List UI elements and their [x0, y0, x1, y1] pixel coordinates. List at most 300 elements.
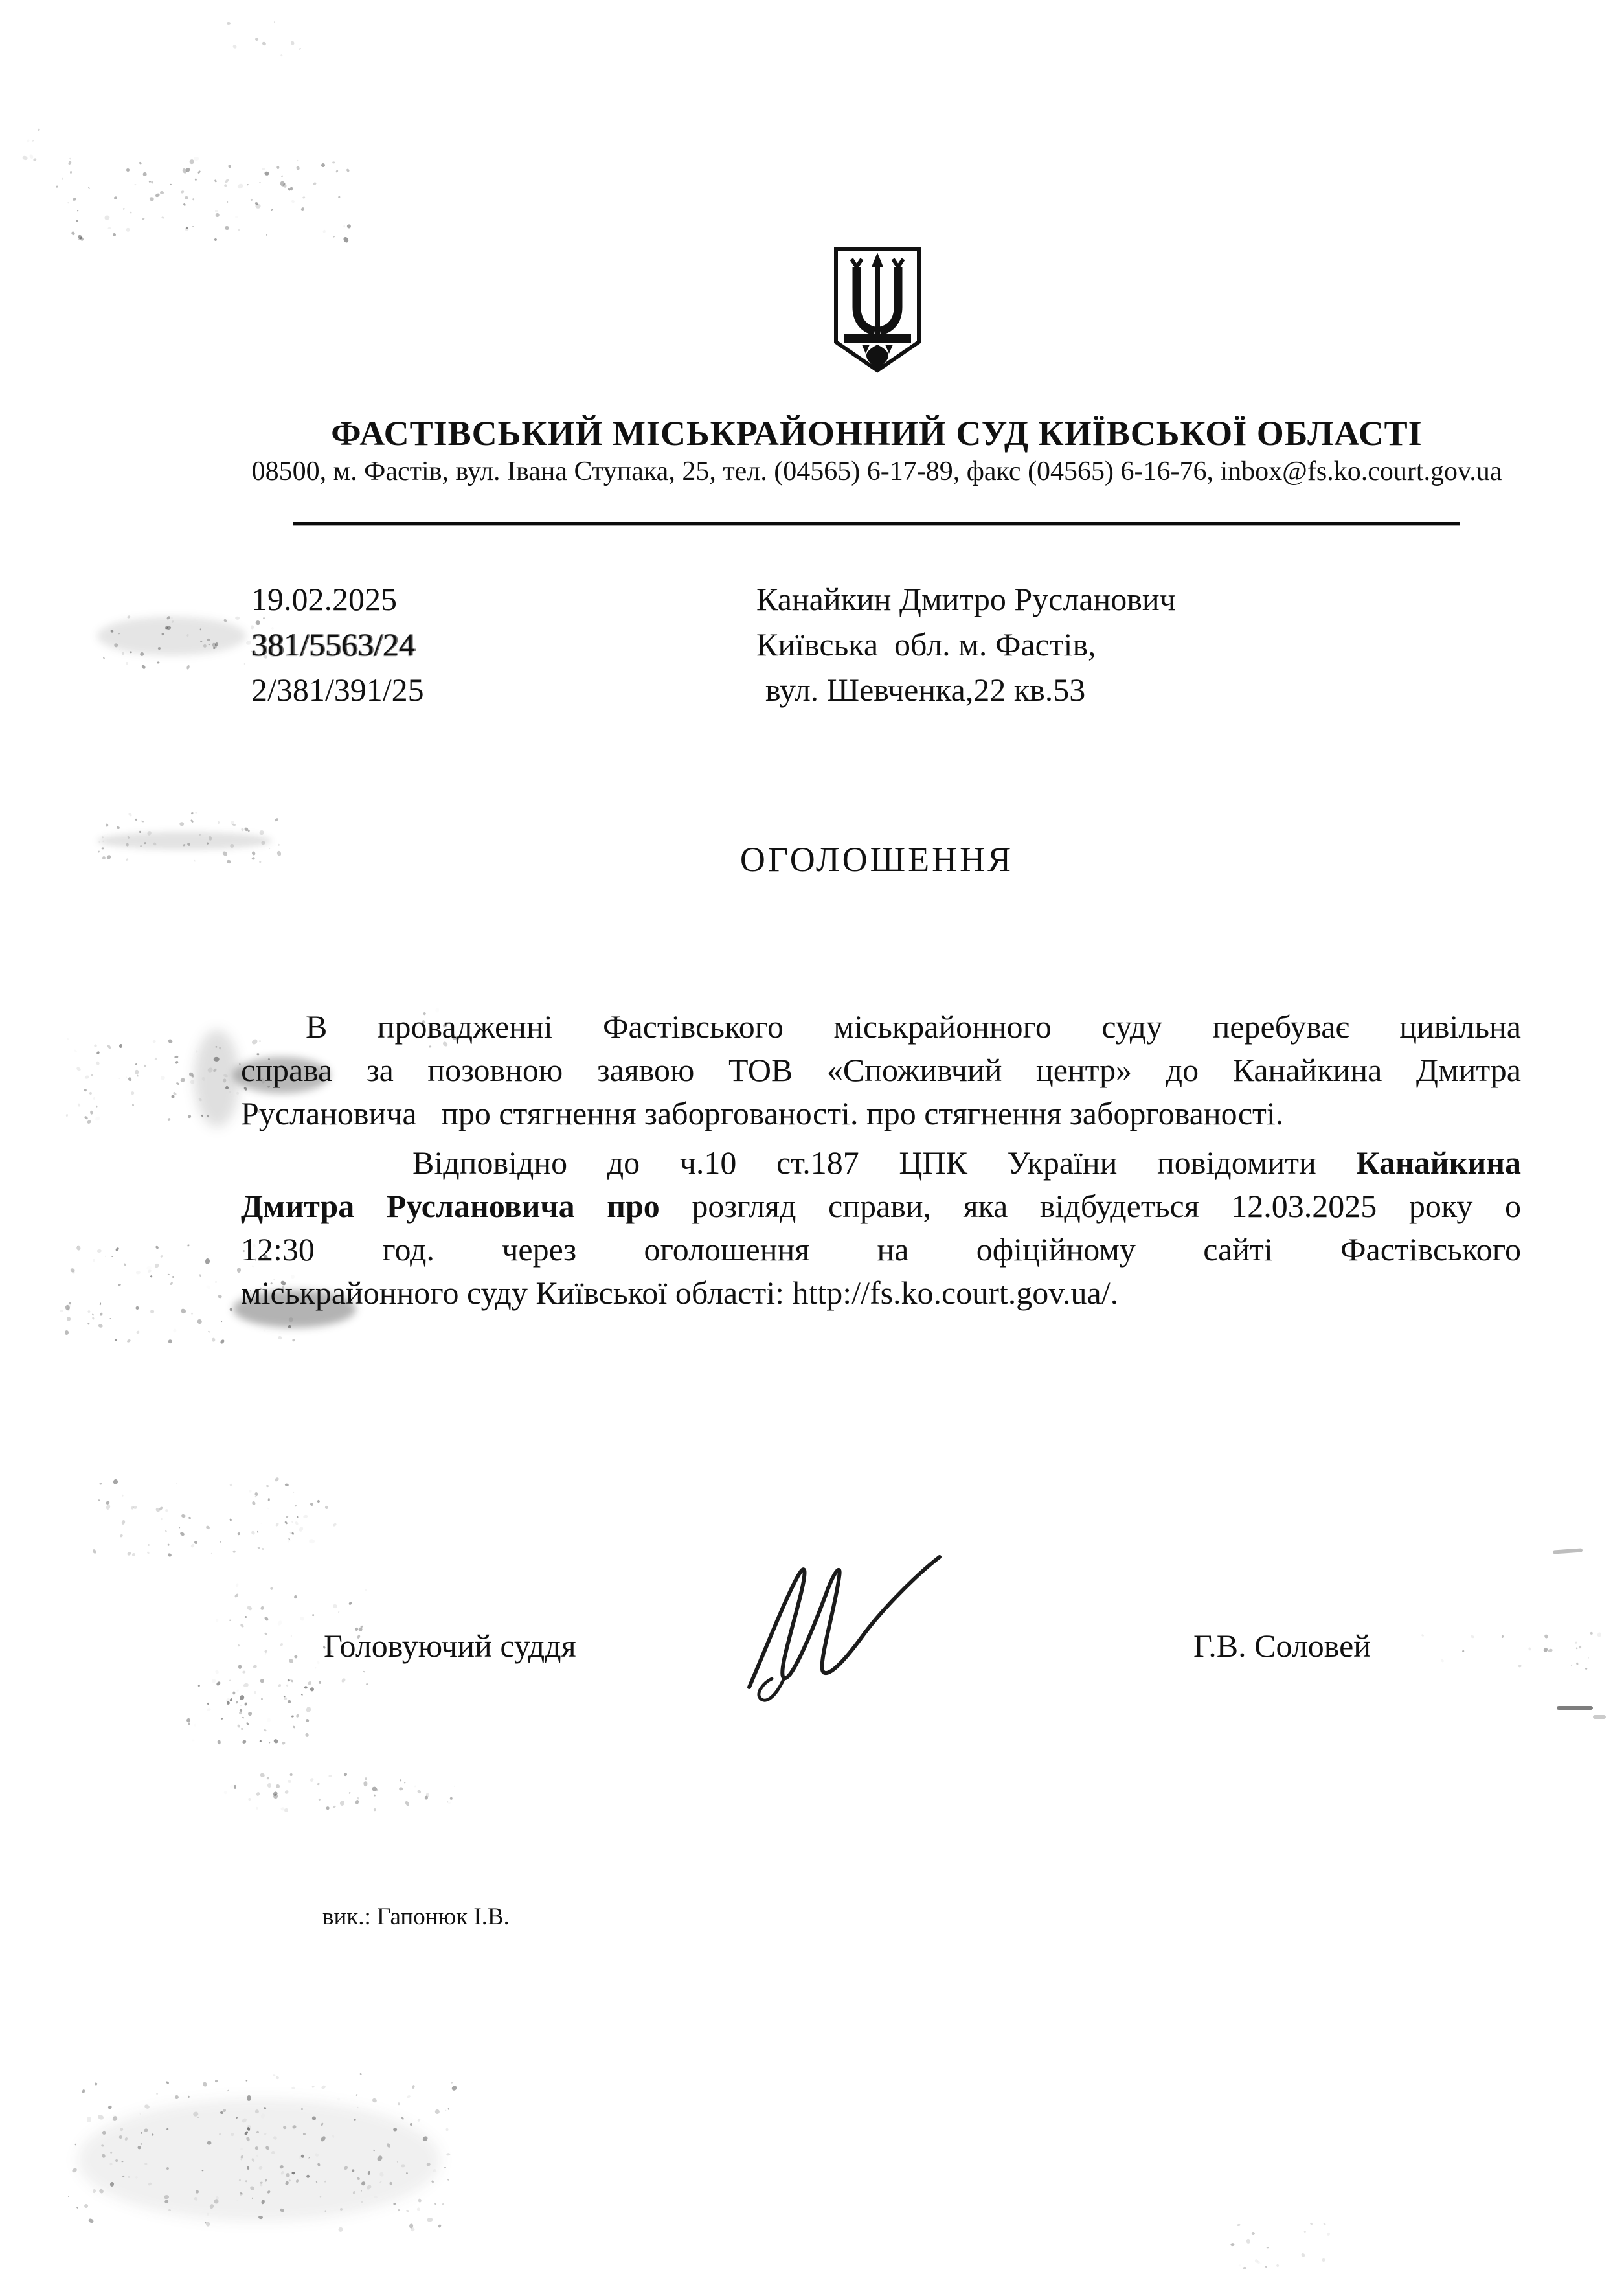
scan-noise-speck [218, 1295, 222, 1299]
scan-noise-speck [161, 1076, 165, 1080]
scan-noise-speck [180, 1308, 186, 1314]
scan-noise-speck [341, 1678, 346, 1684]
scan-noise-speck [223, 619, 227, 623]
scan-noise-speck [251, 1501, 256, 1506]
scan-noise-speck [356, 2194, 360, 2199]
scan-noise-speck [227, 201, 228, 203]
scan-noise-speck [1575, 1642, 1577, 1644]
scan-noise-speck [389, 2182, 392, 2185]
scan-noise-speck [216, 1681, 221, 1686]
scan-noise-speck [319, 1799, 321, 1801]
scan-noise-speck [259, 1740, 262, 1742]
scan-noise-speck [262, 1547, 264, 1549]
scan-noise-speck [251, 1530, 256, 1534]
defendant-name-bold: Канайкина [1356, 1144, 1521, 1181]
scan-mark [1557, 1706, 1593, 1710]
scan-noise-speck [218, 1739, 221, 1744]
scan-noise-speck [324, 2211, 326, 2212]
scan-noise-speck [438, 2224, 442, 2228]
scan-noise-speck [215, 2196, 219, 2200]
scan-noise-speck [122, 2161, 124, 2163]
scan-noise-speck [251, 2158, 255, 2163]
scan-noise-speck [302, 196, 305, 198]
scan-noise-speck [127, 615, 131, 619]
scan-noise-speck [219, 2132, 221, 2135]
scan-noise-speck [285, 1483, 289, 1486]
scan-noise-speck [212, 1067, 217, 1072]
scan-noise-speck [130, 651, 133, 654]
scan-noise-speck [297, 1516, 299, 1518]
scan-noise-speck [130, 1091, 133, 1095]
scan-noise-speck [416, 2207, 420, 2211]
scan-noise-speck [144, 2128, 148, 2132]
scan-noise-speck [124, 2137, 128, 2141]
scan-noise-speck [291, 1338, 295, 1342]
scan-noise-speck [1322, 2258, 1325, 2262]
scan-noise-speck [288, 2179, 291, 2181]
scan-noise-speck [236, 2199, 238, 2200]
scan-noise-speck [155, 1507, 161, 1513]
scan-noise-speck [229, 1091, 231, 1093]
scan-noise-speck [96, 1051, 100, 1055]
scan-noise-speck [447, 2179, 449, 2181]
scan-noise-speck [118, 633, 120, 635]
scan-noise-speck [355, 2094, 357, 2096]
scan-noise-speck [293, 1595, 298, 1600]
header-divider-line [293, 522, 1460, 525]
scan-noise-speck [95, 1061, 100, 1066]
scan-noise-speck [151, 2133, 153, 2136]
scan-noise-speck [183, 203, 186, 206]
body-line: справа за позовною заявою ТОВ «Споживчий центр» до Канайкина Дмитра [241, 1052, 1521, 1088]
scan-noise-speck [167, 1553, 172, 1558]
scan-noise-speck [264, 1633, 267, 1636]
scan-smudge [78, 2098, 440, 2222]
scan-noise-speck [84, 1088, 87, 1091]
scan-noise-speck [206, 1114, 209, 1117]
body-line [241, 1185, 1521, 1228]
scan-noise-speck [260, 1773, 265, 1778]
scan-noise-speck [451, 2081, 453, 2084]
scan-noise-speck [229, 1308, 232, 1311]
scan-noise-speck [373, 2150, 376, 2152]
scan-noise-speck [273, 1738, 278, 1744]
scan-noise-speck [155, 1245, 159, 1250]
scan-noise-speck [229, 1680, 231, 1681]
scan-noise-speck [239, 2192, 243, 2196]
scan-noise-speck [368, 2171, 371, 2176]
scan-noise-speck [208, 1330, 210, 1333]
scan-noise-speck [1252, 2231, 1256, 2235]
scan-noise-speck [76, 220, 78, 223]
scan-noise-speck [95, 1115, 101, 1121]
scan-noise-speck [418, 2198, 422, 2203]
scan-noise-speck [262, 168, 265, 170]
scan-noise-speck [282, 2125, 287, 2130]
scan-noise-speck [246, 641, 252, 645]
scan-noise-speck [310, 1502, 314, 1506]
scan-noise-speck [275, 1477, 280, 1483]
scan-noise-speck [1309, 2222, 1313, 2225]
scan-noise-speck [109, 2151, 112, 2154]
scan-noise-speck [154, 1057, 157, 1060]
scan-noise-speck [241, 2117, 248, 2124]
scan-noise-speck [260, 830, 264, 835]
scan-noise-speck [242, 1717, 244, 1719]
scan-noise-speck [343, 1772, 348, 1777]
scan-noise-speck [171, 620, 174, 624]
scan-noise-speck [117, 1283, 121, 1286]
scan-noise-speck [165, 1530, 168, 1533]
scan-noise-speck [258, 2165, 263, 2170]
scan-noise-speck [356, 2177, 361, 2181]
scan-noise-speck [291, 2087, 295, 2090]
scan-noise-speck [87, 1310, 91, 1313]
scan-noise-speck [338, 1611, 340, 1613]
scan-noise-speck [328, 1774, 332, 1777]
scan-noise-speck [96, 1106, 98, 1108]
scan-noise-speck [312, 2116, 317, 2121]
judge-role-label: Головуючий суддя [324, 1628, 576, 1664]
scan-noise-speck [98, 2188, 104, 2194]
scan-noise-speck [352, 2168, 355, 2172]
scan-noise-speck [129, 2176, 131, 2177]
scan-noise-speck [238, 228, 240, 231]
scan-noise-speck [243, 1683, 249, 1688]
scan-noise-speck [164, 2199, 169, 2203]
scan-noise-speck [239, 1063, 240, 1065]
scan-noise-speck [214, 1056, 220, 1061]
scan-noise-speck [126, 168, 130, 172]
scan-noise-speck [305, 1718, 310, 1723]
scan-noise-speck [284, 1697, 287, 1700]
scan-noise-speck [239, 1694, 245, 1701]
scan-noise-speck [146, 1266, 152, 1271]
scan-noise-speck [1575, 1647, 1577, 1649]
body-text: розгляд справи, яка відбудеться 12.03.2025 року о [659, 1188, 1521, 1224]
scan-noise-speck [306, 2174, 310, 2179]
scan-noise-speck [247, 2095, 251, 2100]
body-paragraph-2 [241, 1141, 1521, 1315]
scan-noise-speck [264, 1729, 267, 1731]
scan-noise-speck [236, 1092, 240, 1095]
scan-noise-speck [412, 2084, 416, 2089]
scan-noise-speck [262, 41, 267, 46]
scan-noise-speck [176, 1483, 177, 1484]
scan-noise-speck [433, 2169, 437, 2173]
scan-noise-speck [128, 836, 130, 839]
scan-noise-speck [168, 1339, 172, 1343]
scan-noise-speck [200, 641, 203, 643]
scan-noise-speck [223, 2109, 226, 2112]
scan-noise-speck [109, 1317, 111, 1319]
scan-noise-speck [239, 2192, 242, 2195]
scan-noise-speck [186, 1718, 190, 1722]
scan-noise-speck [299, 1526, 304, 1532]
scan-noise-speck [223, 1790, 228, 1794]
scan-noise-speck [1471, 1635, 1474, 1638]
scan-noise-speck [276, 1620, 282, 1627]
scan-noise-speck [201, 1076, 206, 1081]
scan-noise-speck [322, 229, 326, 233]
scan-noise-speck [70, 171, 73, 174]
scan-noise-speck [98, 1324, 103, 1328]
scan-noise-speck [286, 1684, 288, 1687]
scan-noise-speck [260, 2113, 265, 2119]
scan-noise-speck [264, 1653, 266, 1655]
scan-noise-speck [99, 1483, 102, 1485]
scan-noise-speck [118, 1077, 120, 1079]
scan-noise-speck [138, 2145, 141, 2149]
scan-noise-speck [237, 183, 244, 189]
scan-noise-speck [271, 1587, 274, 1591]
scan-noise-speck [291, 1715, 294, 1718]
scan-noise-speck [185, 227, 189, 231]
scan-noise-speck [286, 1516, 288, 1519]
scan-noise-speck [1265, 2265, 1268, 2268]
scan-noise-speck [218, 1047, 221, 1050]
scan-noise-speck [1301, 2253, 1305, 2257]
scan-noise-speck [87, 187, 90, 189]
scan-noise-speck [232, 1692, 235, 1695]
scan-noise-speck [229, 1619, 231, 1621]
scan-noise-speck [86, 1120, 91, 1125]
scan-noise-speck [450, 1797, 453, 1800]
scan-noise-speck [102, 847, 104, 849]
scan-noise-speck [144, 2163, 148, 2166]
scan-noise-speck [205, 1258, 210, 1264]
scan-noise-speck [247, 1711, 253, 1716]
scan-noise-speck [77, 1246, 78, 1247]
scan-noise-speck [91, 1549, 96, 1554]
scan-noise-speck [264, 2107, 266, 2109]
scan-noise-speck [169, 1282, 173, 1286]
scan-noise-speck [180, 822, 185, 826]
ukraine-trident-emblem-icon [832, 245, 923, 374]
scan-noise-speck [207, 1703, 209, 1705]
scan-noise-speck [253, 1665, 257, 1668]
scan-noise-speck [234, 1785, 236, 1789]
scan-noise-speck [254, 201, 258, 205]
scan-noise-speck [276, 2076, 279, 2079]
scan-noise-speck [78, 239, 80, 241]
scan-noise-speck [240, 2155, 243, 2159]
scan-noise-speck [264, 171, 269, 176]
scan-noise-speck [376, 2155, 383, 2162]
scan-noise-speck [126, 1076, 128, 1078]
scan-noise-speck [266, 1485, 269, 1488]
scan-noise-speck [356, 1797, 359, 1801]
scan-noise-speck [214, 179, 218, 183]
scan-noise-speck [287, 1700, 292, 1705]
scan-noise-speck [427, 2163, 431, 2166]
scan-noise-speck [68, 1302, 71, 1305]
scan-noise-speck [100, 1302, 102, 1305]
scan-noise-speck [111, 1256, 113, 1257]
scan-noise-speck [102, 841, 104, 843]
scan-noise-speck [308, 2157, 310, 2159]
scan-noise-speck [1304, 2231, 1306, 2233]
scan-noise-speck [187, 1244, 189, 1246]
scan-noise-speck [301, 2108, 303, 2110]
scan-noise-speck [271, 209, 273, 210]
scan-smudge [97, 617, 246, 655]
scan-noise-speck [406, 2095, 411, 2098]
scan-mark [1553, 1548, 1583, 1554]
scan-noise-speck [135, 1306, 139, 1310]
scan-noise-speck [1267, 2247, 1269, 2249]
scan-noise-speck [199, 834, 201, 836]
scan-noise-speck [302, 1514, 308, 1519]
scan-noise-speck [56, 186, 58, 188]
scan-noise-speck [247, 2126, 251, 2131]
scan-noise-speck [337, 2097, 341, 2101]
scan-noise-speck [188, 1516, 192, 1519]
scan-noise-speck [148, 1544, 150, 1546]
scan-noise-speck [27, 139, 30, 143]
scan-noise-speck [197, 1319, 203, 1324]
scan-noise-speck [205, 1525, 210, 1530]
scan-noise-speck [113, 233, 116, 237]
scan-noise-speck [248, 830, 250, 832]
scan-noise-speck [237, 1724, 241, 1728]
case-number: 381/5563/24 [251, 626, 415, 663]
scan-smudge [194, 1030, 240, 1127]
scan-noise-speck [38, 128, 41, 131]
scan-noise-speck [308, 1680, 313, 1685]
scan-noise-speck [260, 1523, 262, 1525]
scan-noise-speck [230, 821, 234, 826]
scan-noise-speck [284, 1790, 289, 1795]
scan-noise-speck [444, 2167, 446, 2168]
scan-noise-speck [91, 1317, 95, 1321]
scan-noise-speck [447, 2108, 449, 2110]
scan-noise-speck [232, 824, 236, 826]
scan-noise-speck [170, 184, 172, 185]
scan-noise-speck [286, 1538, 291, 1543]
scan-noise-speck [451, 2085, 458, 2092]
document-meta-block [251, 576, 424, 712]
scan-noise-speck [187, 1114, 192, 1119]
scan-noise-speck [266, 234, 268, 236]
scan-noise-speck [93, 1097, 96, 1100]
scan-noise-speck [447, 1801, 449, 1803]
scan-noise-speck [203, 644, 207, 648]
scan-noise-speck [185, 196, 188, 199]
scan-noise-speck [291, 1679, 294, 1683]
scan-noise-speck [1575, 1663, 1578, 1666]
scan-noise-speck [366, 2185, 372, 2190]
scan-noise-speck [201, 1114, 203, 1117]
scan-noise-speck [309, 1778, 313, 1783]
scan-noise-speck [160, 1518, 162, 1519]
scan-noise-speck [346, 168, 350, 172]
scan-noise-speck [76, 1245, 82, 1251]
scan-noise-speck [339, 2208, 343, 2211]
body-line: Руслановича про стягнення заборгованості. про стягнення заборгованості. [241, 1095, 1284, 1131]
scan-noise-speck [101, 2144, 104, 2147]
scan-noise-speck [89, 1111, 93, 1115]
scan-noise-speck [140, 845, 142, 847]
scan-noise-speck [214, 1669, 220, 1674]
scan-noise-speck [115, 2159, 118, 2162]
scan-noise-speck [116, 826, 120, 830]
scan-noise-speck [373, 2194, 378, 2199]
scan-noise-speck [1254, 2258, 1259, 2264]
scan-noise-speck [302, 2133, 305, 2135]
scan-noise-speck [295, 2179, 299, 2183]
scan-noise-speck [139, 830, 142, 833]
scan-noise-speck [29, 154, 34, 159]
scan-noise-speck [65, 1304, 71, 1311]
scan-noise-speck [339, 1800, 345, 1806]
scan-noise-speck [191, 812, 194, 814]
scan-noise-speck [385, 2143, 391, 2148]
scan-noise-speck [235, 215, 239, 219]
scan-noise-speck [87, 1323, 89, 1324]
scan-noise-speck [319, 1681, 321, 1685]
scan-noise-speck [147, 1551, 150, 1554]
recipient-block [756, 576, 1176, 712]
scan-noise-speck [235, 1583, 240, 1587]
scan-noise-speck [324, 2180, 326, 2182]
scan-noise-speck [32, 140, 34, 142]
scan-noise-speck [198, 1097, 203, 1102]
scan-noise-speck [306, 1706, 311, 1712]
scan-noise-speck [290, 187, 293, 190]
scan-noise-speck [234, 1593, 240, 1598]
scan-noise-speck [115, 1339, 117, 1341]
scan-noise-speck [376, 1789, 378, 1791]
scan-noise-speck [1571, 1665, 1573, 1666]
scan-noise-speck [87, 2116, 91, 2122]
scan-noise-speck [154, 1263, 160, 1269]
scan-noise-speck [141, 2132, 142, 2134]
scan-noise-speck [365, 1683, 368, 1685]
scan-noise-speck [332, 1805, 336, 1808]
scan-noise-speck [113, 1479, 118, 1484]
scan-noise-speck [1531, 1650, 1537, 1656]
scan-noise-speck [314, 1666, 317, 1669]
scan-noise-speck [299, 1616, 305, 1621]
scan-noise-speck [76, 1066, 82, 1071]
scan-noise-speck [243, 2130, 248, 2135]
scan-noise-speck [245, 2136, 250, 2142]
scan-noise-speck [1528, 1646, 1532, 1650]
scan-noise-speck [317, 1782, 320, 1785]
scan-noise-speck [100, 1312, 103, 1316]
scan-noise-speck [256, 2154, 259, 2157]
scan-noise-speck [194, 2196, 198, 2201]
defendant-name-bold: Дмитра Руслановича про [241, 1188, 660, 1224]
scan-noise-speck [215, 1619, 219, 1622]
scan-noise-speck [223, 1074, 228, 1078]
scan-noise-speck [215, 1281, 218, 1284]
scan-noise-speck [190, 1543, 195, 1548]
scan-noise-speck [107, 2104, 113, 2109]
scan-noise-speck [295, 1521, 299, 1525]
scan-noise-speck [280, 2171, 284, 2176]
scan-noise-speck [357, 2106, 359, 2108]
scan-noise-speck [82, 2089, 85, 2093]
scan-noise-speck [1502, 1635, 1504, 1637]
scan-noise-speck [261, 1698, 263, 1700]
scan-noise-speck [343, 236, 350, 244]
scan-noise-speck [239, 1712, 242, 1715]
scan-noise-speck [139, 651, 145, 657]
scan-noise-speck [141, 664, 146, 670]
scan-noise-speck [168, 1274, 170, 1275]
